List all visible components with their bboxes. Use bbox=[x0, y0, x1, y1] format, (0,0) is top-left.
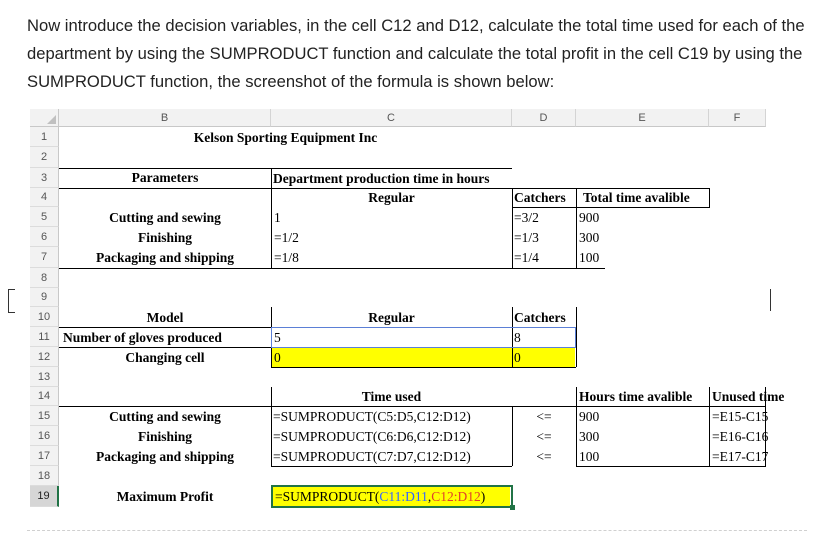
constraint-cutting-name[interactable]: Cutting and sewing bbox=[109, 409, 221, 424]
model-divider-de bbox=[576, 307, 577, 367]
constraint-formula-bottom bbox=[271, 466, 512, 467]
param-row-finishing-regular[interactable]: =1/2 bbox=[274, 230, 299, 245]
constraint-packaging-op[interactable]: <= bbox=[536, 449, 552, 464]
row-header-1[interactable]: 1 bbox=[30, 127, 59, 147]
row-header-9[interactable]: 9 bbox=[30, 288, 59, 307]
constraint-finishing-op[interactable]: <= bbox=[536, 429, 552, 444]
model-catchers-header[interactable]: Catchers bbox=[514, 310, 566, 325]
row-header-7[interactable]: 7 bbox=[30, 247, 59, 268]
row-header-2[interactable]: 2 bbox=[30, 147, 59, 168]
param-row-finishing-name[interactable]: Finishing bbox=[137, 230, 193, 245]
row-header-13[interactable]: 13 bbox=[30, 367, 59, 387]
column-header-d[interactable]: D bbox=[512, 109, 576, 127]
constraint-finishing-name[interactable]: Finishing bbox=[137, 429, 193, 444]
params-bottom-border bbox=[59, 268, 605, 269]
ref-range-c11-d11 bbox=[271, 327, 576, 348]
screenshot-crop-mark-left bbox=[8, 289, 15, 313]
changing-regular-cell[interactable]: 0 bbox=[274, 350, 281, 365]
params-divider-cd bbox=[512, 188, 513, 268]
constraint-packaging-formula[interactable]: =SUMPRODUCT(C7:D7,C12:D12) bbox=[273, 449, 471, 464]
param-row-packaging-regular[interactable]: =1/8 bbox=[274, 250, 299, 265]
row-header-14[interactable]: 14 bbox=[30, 387, 59, 406]
params-subheader-border bbox=[512, 207, 709, 208]
constraint-cutting-op[interactable]: <= bbox=[536, 409, 552, 424]
param-row-cutting-regular[interactable]: 1 bbox=[274, 210, 281, 225]
constraint-finishing-avail[interactable]: 300 bbox=[579, 429, 600, 444]
maximum-profit-label[interactable]: Maximum Profit bbox=[116, 489, 214, 504]
constraint-finishing-unused[interactable]: =E16-C16 bbox=[712, 429, 769, 444]
row-header-15[interactable]: 15 bbox=[30, 406, 59, 426]
row-header-4[interactable]: 4 bbox=[30, 188, 59, 207]
param-row-packaging-total[interactable]: 100 bbox=[579, 250, 600, 265]
gloves-catchers-cell[interactable]: 8 bbox=[514, 330, 521, 345]
model-label[interactable]: Model bbox=[146, 310, 184, 325]
param-row-cutting-name[interactable]: Cutting and sewing bbox=[109, 210, 221, 225]
changing-cells-highlight bbox=[272, 348, 575, 367]
profit-formula-prefix: =SUMPRODUCT( bbox=[275, 489, 380, 504]
constraint-finishing-formula[interactable]: =SUMPRODUCT(C6:D6,C12:D12) bbox=[273, 429, 471, 444]
constraint-cutting-unused[interactable]: =E15-C15 bbox=[712, 409, 769, 424]
constraint-packaging-avail[interactable]: 100 bbox=[579, 449, 600, 464]
param-row-finishing-total[interactable]: 300 bbox=[579, 230, 600, 245]
constraint-divider-de bbox=[576, 387, 577, 466]
hours-available-header[interactable]: Hours time avalible bbox=[579, 389, 693, 404]
active-cell-selection[interactable] bbox=[271, 485, 513, 508]
param-row-cutting-catchers[interactable]: =3/2 bbox=[514, 210, 539, 225]
params-divider-ef bbox=[709, 188, 710, 208]
row-header-3[interactable]: 3 bbox=[30, 168, 59, 188]
constraint-cutting-formula[interactable]: =SUMPRODUCT(C5:D5,C12:D12) bbox=[273, 409, 471, 424]
gloves-produced-label[interactable]: Number of gloves produced bbox=[63, 330, 222, 345]
param-row-cutting-total[interactable]: 900 bbox=[579, 210, 600, 225]
gloves-regular-cell[interactable]: 5 bbox=[274, 330, 281, 345]
params-divider-bc bbox=[271, 168, 272, 268]
row-header-8[interactable]: 8 bbox=[30, 268, 59, 288]
spreadsheet-screenshot bbox=[30, 109, 785, 509]
time-used-header[interactable]: Time used bbox=[361, 389, 422, 404]
profit-formula-suffix: ) bbox=[480, 489, 486, 504]
screenshot-crop-mark-right bbox=[770, 289, 771, 311]
row-header-12[interactable]: 12 bbox=[30, 347, 59, 367]
row-header-19[interactable]: 19 bbox=[30, 486, 59, 507]
row-header-6[interactable]: 6 bbox=[30, 227, 59, 247]
row-header-11[interactable]: 11 bbox=[30, 327, 59, 347]
intro-paragraph: Now introduce the decision variables, in the cell C12 and D12, calculate the total time used for each of the department by using the SUMPRODUCT function and calculate the total profit in the cell C19 by using the SUMPRODUCT function, the screenshot of the formula is shown below: bbox=[27, 16, 805, 91]
fill-handle[interactable] bbox=[510, 505, 515, 510]
row-header-16[interactable]: 16 bbox=[30, 426, 59, 446]
column-header-b[interactable]: B bbox=[59, 109, 271, 127]
param-row-finishing-catchers[interactable]: =1/3 bbox=[514, 230, 539, 245]
column-header-c[interactable]: C bbox=[271, 109, 512, 127]
select-all-corner[interactable] bbox=[30, 109, 59, 127]
profit-ref-c12-d12: C12:D12 bbox=[431, 489, 481, 504]
bottom-dashed-rule bbox=[27, 530, 807, 531]
row-header-5[interactable]: 5 bbox=[30, 207, 59, 227]
row-header-18[interactable]: 18 bbox=[30, 466, 59, 486]
model-changing-border bbox=[271, 367, 576, 368]
model-regular-header[interactable]: Regular bbox=[368, 310, 415, 325]
params-catchers-header[interactable]: Catchers bbox=[514, 190, 566, 205]
constraint-avail-bottom bbox=[576, 466, 766, 467]
column-header-e[interactable]: E bbox=[576, 109, 709, 127]
constraint-divider-ef bbox=[709, 387, 710, 466]
row-header-17[interactable]: 17 bbox=[30, 446, 59, 466]
sheet-title[interactable]: Kelson Sporting Equipment Inc bbox=[193, 130, 378, 145]
unused-time-header[interactable]: Unused time bbox=[712, 389, 785, 404]
row-header-10[interactable]: 10 bbox=[30, 307, 59, 327]
profit-formula-comma: , bbox=[427, 489, 432, 504]
changing-catchers-cell[interactable]: 0 bbox=[514, 350, 521, 365]
profit-ref-c11-d11: C11:D11 bbox=[379, 489, 428, 504]
param-row-packaging-name[interactable]: Packaging and shipping bbox=[95, 250, 235, 265]
changing-cell-label[interactable]: Changing cell bbox=[125, 350, 205, 365]
constraint-packaging-name[interactable]: Packaging and shipping bbox=[95, 449, 235, 464]
param-row-packaging-catchers[interactable]: =1/4 bbox=[514, 250, 539, 265]
total-time-header[interactable]: Total time avalible bbox=[583, 190, 690, 205]
constraint-packaging-unused[interactable]: =E17-C17 bbox=[712, 449, 769, 464]
constraint-cutting-avail[interactable]: 900 bbox=[579, 409, 600, 424]
parameters-label[interactable]: Parameters bbox=[131, 170, 199, 185]
dept-production-header[interactable]: Department production time in hours bbox=[273, 171, 490, 186]
column-header-f[interactable]: F bbox=[709, 109, 766, 127]
params-divider-de bbox=[576, 188, 577, 268]
params-regular-header[interactable]: Regular bbox=[368, 190, 415, 205]
